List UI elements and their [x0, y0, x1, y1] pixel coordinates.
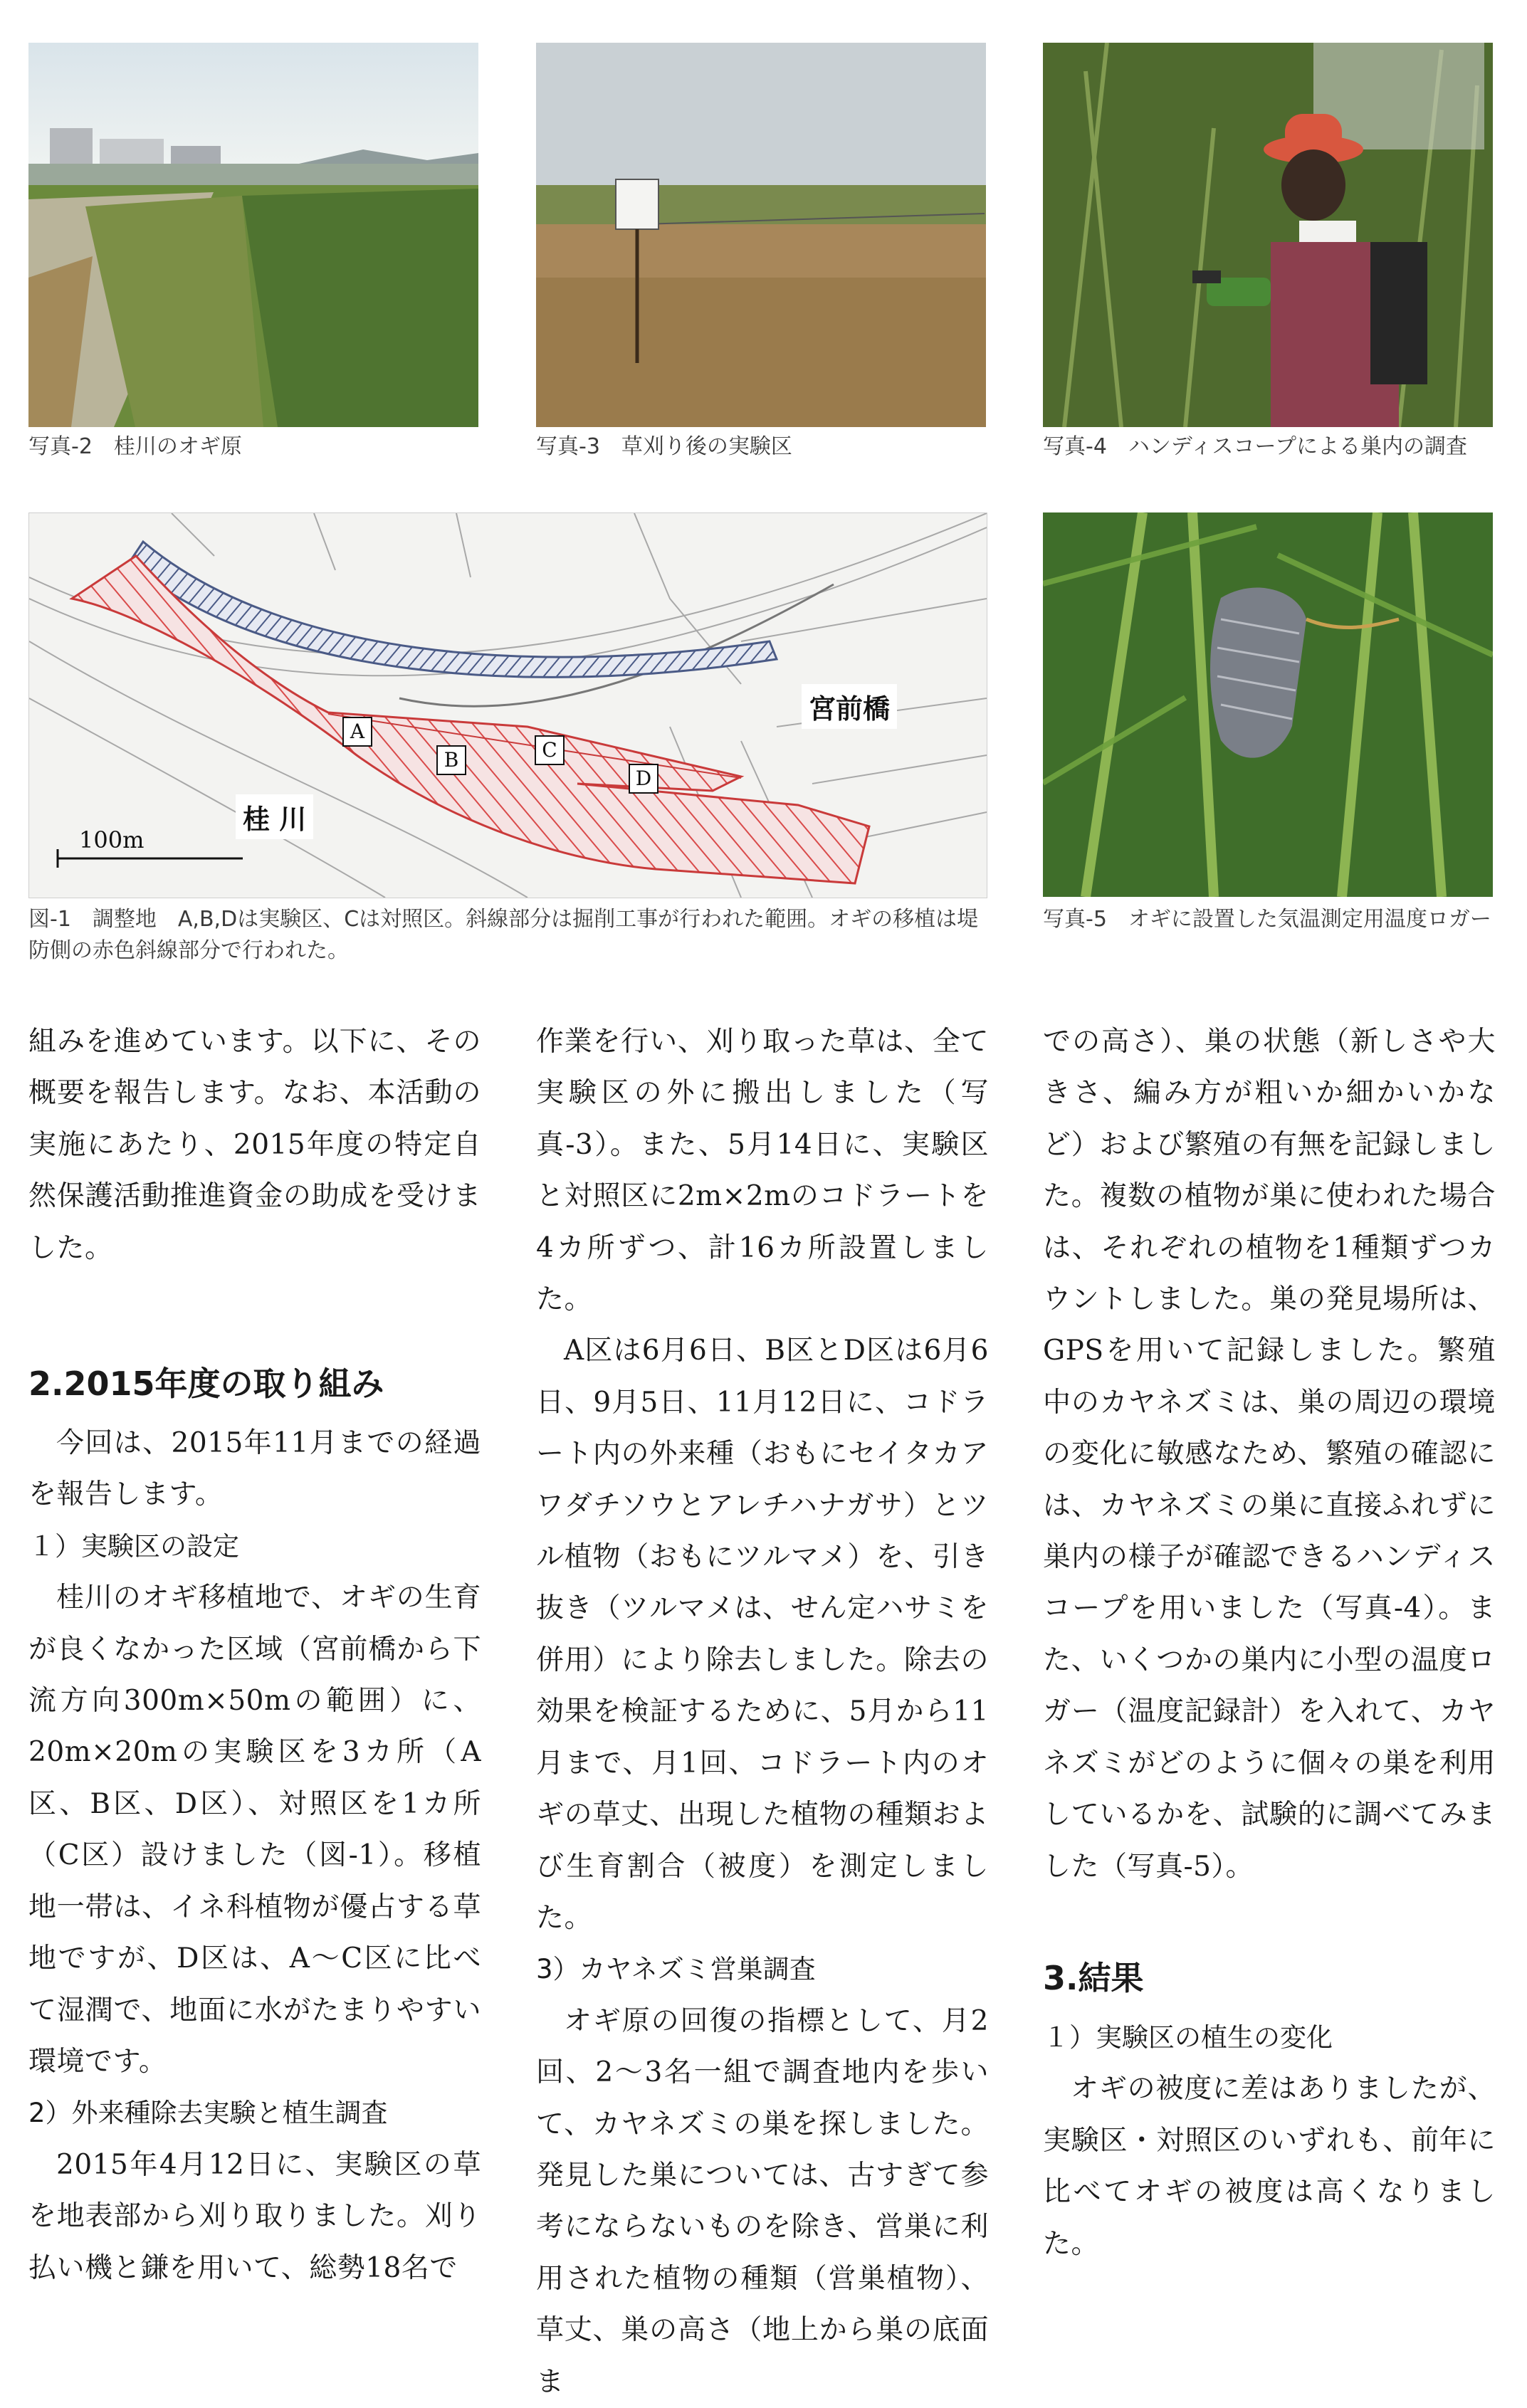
subheading-vegetation-change: １）実験区の植生の変化 [1043, 2021, 1333, 2053]
photo-mowed-plot [536, 43, 986, 427]
temperature-logger-illustration [1043, 512, 1493, 897]
photo-3-caption: 写真-3 草刈り後の実験区 [536, 434, 792, 459]
photo-handy-scope [1043, 43, 1493, 427]
zone-c-label: C [535, 735, 565, 765]
photo-5-caption: 写真-5 オギに設置した気温測定用温度ロガー [1043, 907, 1491, 932]
col2-paragraph-2: A区は6月6日、B区とD区は6月6日、9月5日、11月12日に、コドラート内の外来種（おもにセイタカアワダチソウとアレチハナガサ）とツル植物（おもにツルマメ）を、引き抜き（ツルマメは、せん定ハサミを併用）により除去しました。除去の効果を検証するために、5月から11月まで、月1回、コドラート内のオギの草丈、出現した植物の種類および生育割合（被度）を測定しました。 [536, 1335, 989, 1934]
photo-temperature-logger [1043, 512, 1493, 897]
section-heading-results: 3.結果 [1043, 1958, 1144, 1997]
reed-field-illustration [28, 43, 478, 427]
section-heading-2015: 2.2015年度の取り組み [28, 1365, 384, 1404]
photo-reed-field [28, 43, 478, 427]
zone-a-label: A [342, 717, 372, 747]
handy-scope-illustration [1043, 43, 1493, 427]
body-column-3 [1043, 1016, 1496, 2270]
col1-paragraph-4: 2015年4月12日に、実験区の草を地表部から刈り取りました。刈り払い機と鎌を用いて、総勢18名で [28, 2148, 481, 2284]
photo-4-caption: 写真-4 ハンディスコープによる巣内の調査 [1043, 434, 1468, 459]
subheading-nest-survey: 3）カヤネズミ営巣調査 [536, 1954, 816, 1985]
river-label: 桂 川 [236, 794, 313, 839]
figure-1-caption: 図-1 調整地 A,B,Dは実験区、Cは対照区。斜線部分は掘削工事が行われた範囲。オギの移植は堤防側の赤色斜線部分で行われた。 [28, 907, 979, 963]
figure-map [28, 512, 987, 898]
mowed-plot-illustration [536, 43, 986, 427]
bridge-label: 宮前橋 [802, 684, 897, 729]
col1-paragraph-3: 桂川のオギ移植地で、オギの生育が良くなかった区域（宮前橋から下流方向300m×50mの範囲）に、20m×20mの実験区を3カ所（A区、B区、D区）、対照区を1カ所（C区）設けました（図-1）。移植地一帯は、イネ科植物が優占する草地ですが、D区は、A～C区に比べて湿潤で、地面に水がたまりやすい環境です。 [28, 1582, 481, 2078]
col2-paragraph-1: 作業を行い、刈り取った草は、全て実験区の外に搬出しました（写真-3）。また、5月14日に、実験区と対照区に2m×2mのコドラートを4カ所ずつ、計16カ所設置しました。 [536, 1026, 989, 1316]
subheading-alien-species-removal: 2）外来種除去実験と植生調査 [28, 2098, 388, 2129]
col3-paragraph-2: オギの被度に差はありましたが、実験区・対照区のいずれも、前年に比べてオギの被度は高くなりました。 [1043, 2073, 1496, 2260]
subheading-experiment-setup: １）実験区の設定 [28, 1530, 239, 1562]
col2-paragraph-3: オギ原の回復の指標として、月2回、2～3名一組で調査地内を歩いて、カヤネズミの巣を探しました。発見した巣については、古すぎて参考にならないものを除き、営巣に利用された植物の種類（営巣植物）、草丈、巣の高さ（地上から巣の底面ま [536, 2004, 989, 2398]
photo-2-caption: 写真-2 桂川のオギ原 [28, 434, 242, 459]
body-column-1 [28, 1016, 481, 2294]
col1-paragraph-1: 組みを進めています。以下に、その概要を報告します。なお、本活動の実施にあたり、2015年度の特定自然保護活動推進資金の助成を受けました。 [28, 1026, 481, 1264]
scale-label: 100m [79, 826, 145, 853]
body-column-2 [536, 1016, 989, 2408]
zone-b-label: B [436, 745, 466, 775]
col3-paragraph-1: での高さ）、巣の状態（新しさや大きさ、編み方が粗いか細かいかなど）および繁殖の有無を記録しました。複数の植物が巣に使われた場合は、それぞれの植物を1種類ずつカウントしました。巣の発見場所は、GPSを用いて記録しました。繁殖中のカヤネズミは、巣の周辺の環境の変化に敏感なため、繁殖の確認には、カヤネズミの巣に直接ふれずに巣内の様子が確認できるハンディスコープを用いました（写真-4）。また、いくつかの巣内に小型の温度ロガー（温度記録計）を入れて、カヤネズミがどのように個々の巣を利用しているかを、試験的に調べてみました（写真-5）。 [1043, 1026, 1496, 1883]
col1-paragraph-2: 今回は、2015年11月までの経過を報告します。 [28, 1427, 481, 1511]
zone-d-label: D [629, 764, 658, 794]
